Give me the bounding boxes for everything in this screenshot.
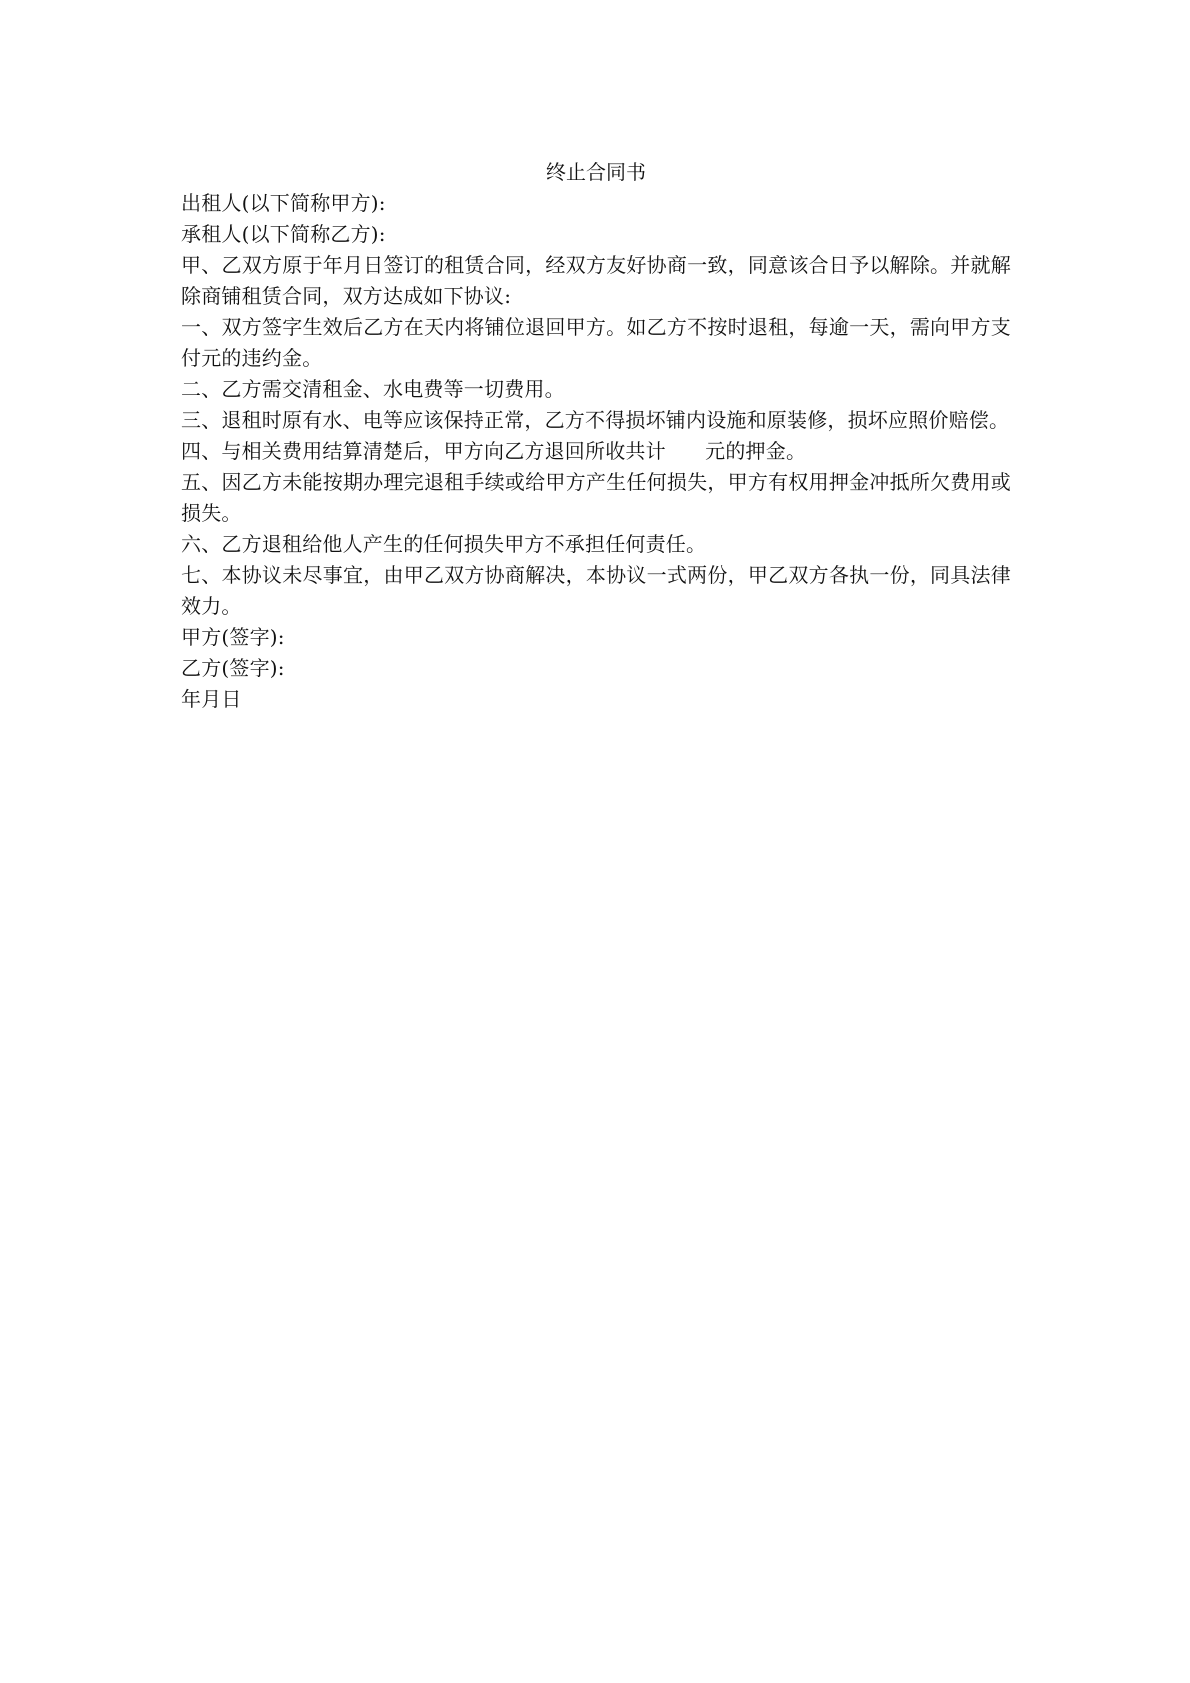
clause-6: 六、乙方退租给他人产生的任何损失甲方不承担任何责任。 (181, 532, 707, 556)
signing-date: 年月日 (181, 687, 242, 711)
party-a-signature: 甲方(签字): (181, 625, 285, 649)
party-b-signature: 乙方(签字): (181, 656, 285, 680)
lessor-line: 出租人(以下简称甲方): (181, 191, 386, 215)
clause-2: 二、乙方需交清租金、水电费等一切费用。 (181, 377, 565, 401)
lessee-line: 承租人(以下简称乙方): (181, 222, 386, 246)
document-title: 终止合同书 (546, 160, 646, 184)
clause-7: 七、本协议未尽事宜，由甲乙双方协商解决，本协议一式两份，甲乙双方各执一份，同具法律效力。 (181, 563, 1011, 618)
intro-paragraph: 甲、乙双方原于年月日签订的租赁合同，经双方友好协商一致，同意该合日予以解除。并就解除商铺租赁合同，双方达成如下协议: (181, 253, 1011, 308)
clause-3: 三、退租时原有水、电等应该保持正常，乙方不得损坏铺内设施和原装修，损坏应照价赔偿。 (181, 408, 1010, 432)
document-page (181, 156, 1011, 715)
clause-5: 五、因乙方未能按期办理完退租手续或给甲方产生任何损失，甲方有权用押金冲抵所欠费用或损失。 (181, 470, 1011, 525)
clause-4: 四、与相关费用结算清楚后，甲方向乙方退回所收共计 元的押金。 (181, 439, 807, 463)
clause-1: 一、双方签字生效后乙方在天内将铺位退回甲方。如乙方不按时退租，每逾一天，需向甲方支付元的违约金。 (181, 315, 1011, 370)
